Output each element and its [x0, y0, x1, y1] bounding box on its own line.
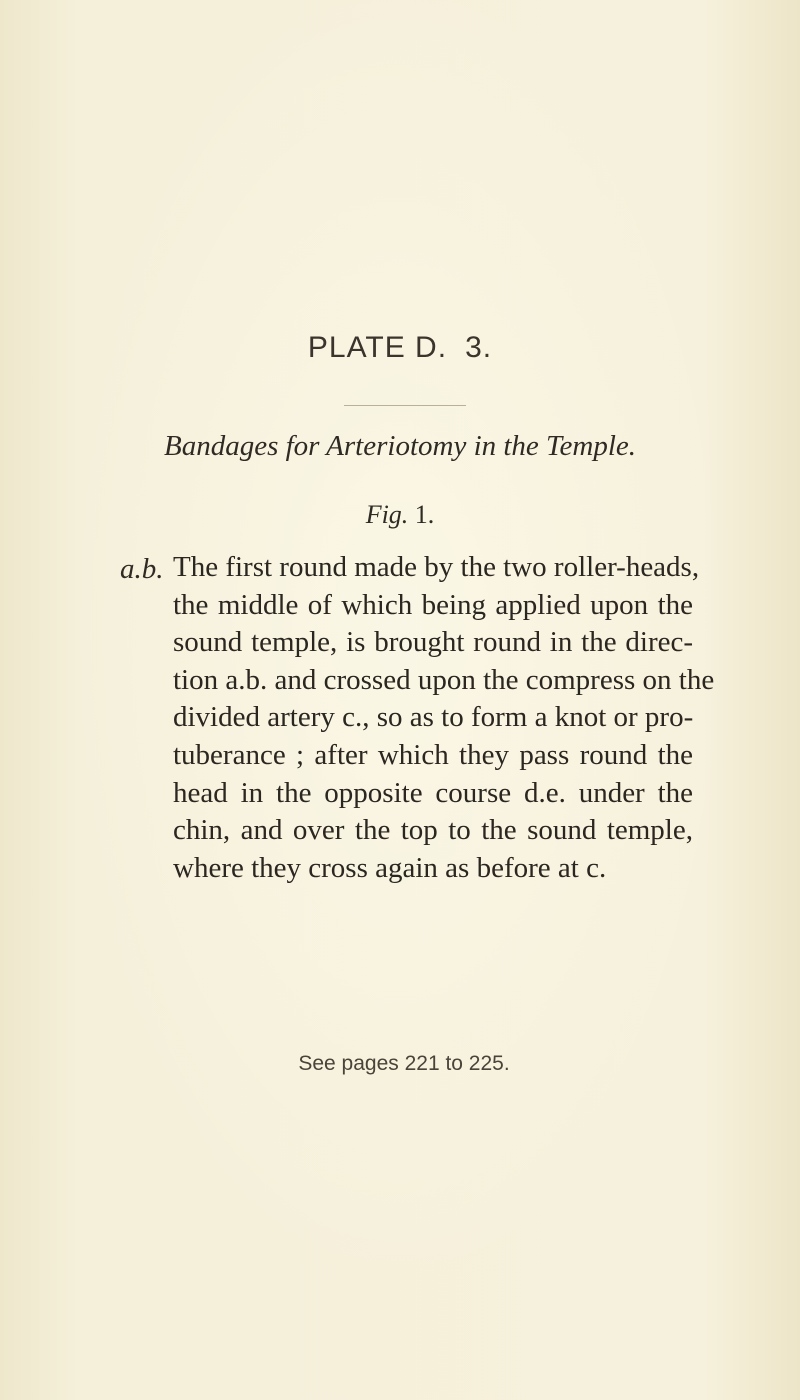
divider-rule: [344, 405, 466, 406]
figure-word: Fig.: [365, 500, 409, 529]
text-line: chin, and over the top to the sound temple,: [173, 814, 693, 847]
figure-label: [0, 500, 800, 530]
entry-text: [173, 549, 715, 887]
text-line: tuberance ; after which they pass round the: [173, 738, 693, 771]
plate-number: 3.: [465, 331, 493, 364]
text-line: divided artery c., so as to form a knot or pro-: [173, 701, 694, 734]
text-line: head in the opposite course d.e. under the: [173, 776, 693, 809]
text-line: The first round made by the two roller-heads,: [173, 551, 700, 583]
text-line: the middle of which being applied upon the: [173, 588, 693, 621]
text-line: tion a.b. and crossed upon the compress on the: [173, 663, 715, 696]
plate-caption: Bandages for Arteriotomy in the Temple.: [163, 430, 637, 462]
entry-marker: a.b.: [120, 553, 164, 585]
page-reference: See pages 221 to 225.: [298, 1052, 510, 1075]
plate-title: [0, 331, 800, 365]
text-line: where they cross again as before at c.: [173, 851, 607, 884]
plate-label: PLATE D.: [307, 331, 448, 364]
figure-number: 1.: [414, 500, 435, 529]
text-line: sound temple, is brought round in the direc-: [173, 626, 693, 659]
